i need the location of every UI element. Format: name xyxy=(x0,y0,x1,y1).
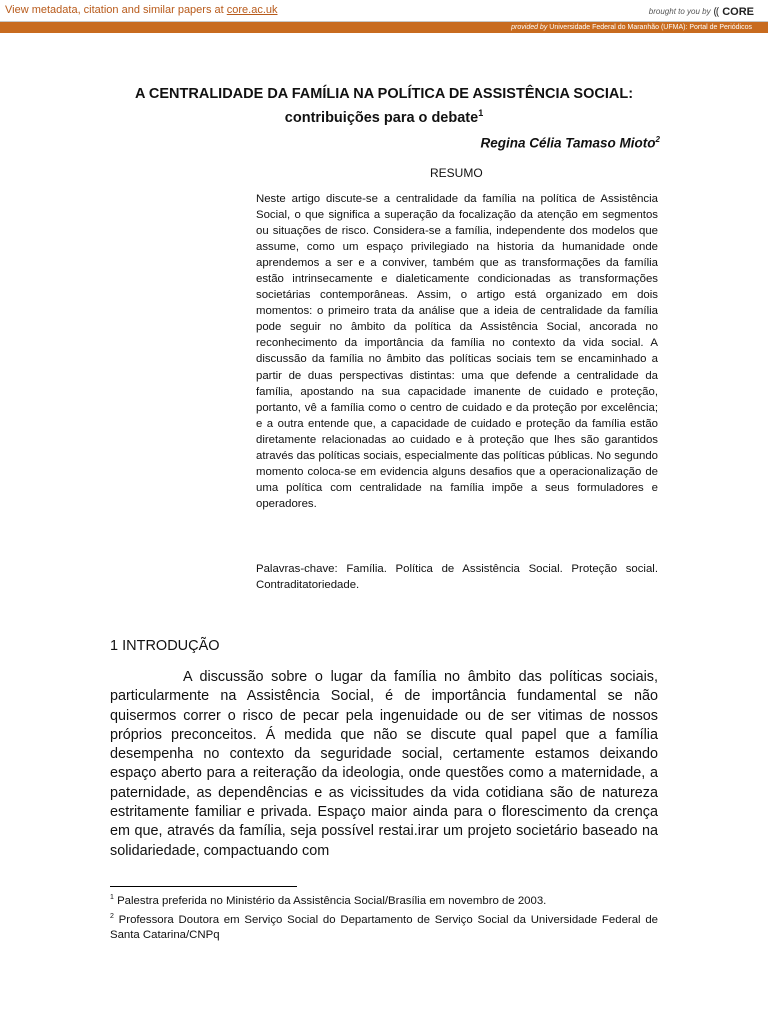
footnotes xyxy=(110,890,658,943)
author-name-text: Regina Célia Tamaso Mioto xyxy=(480,135,656,151)
footnote-1 xyxy=(110,890,658,909)
author-name xyxy=(481,135,661,151)
core-link[interactable]: core.ac.uk xyxy=(226,4,278,16)
provider-source[interactable]: Universidade Federal do Maranhão (UFMA): Portal de Periódicos xyxy=(549,24,752,31)
provided-by-label: provided by xyxy=(511,24,548,31)
abstract-text: Neste artigo discute-se a centralidade da família na política de Assistência Social, o que significa a superação da focalização da atenção em segmentos ou situações de risco. Considera-se a família, independente dos modelos que assume, como um espaço privilegiado na historia da humanidade onde aprendemos a ser e a conviver, também que as transformações da família estão intrinsecamente e dialeticamente condicionadas as transformações societárias contemporâneas. Assim, o artigo está organizado em dois momentos: o primeiro trata da análise que a ideia de centralidade da família pode seguir no âmbito da política da Assistência Social, ancorada no reconhecimento da importância da família no contexto da vida social. A discussão da família no âmbito das políticas sociais tem se encaminhado a partir de duas perspectivas distintas: uma que defende a centralidade da família, apostando na sua capacidade imanente de cuidado e proteção, portanto, vê a família como o centro de cuidado e da proteção por excelência; e a outra entende que, a capacidade de cuidado e proteção da família estão diretamente relacionadas ao cuidado e à proteção que lhes são garantidos através das políticas sociais, especialmente das políticas públicas. No segundo momento coloca-se em evidencia alguns desafios que a operacionalização de uma política com centralidade na família impõe a seus formuladores e operadores. xyxy=(256,193,658,510)
metadata-notice-text: View metadata, citation and similar papers at xyxy=(5,4,224,16)
section-body xyxy=(110,668,658,861)
footnote-1-marker: 1 xyxy=(110,894,114,901)
core-logo-text: CORE xyxy=(722,5,754,18)
title-subtitle: contribuições para o debate xyxy=(284,109,479,126)
title-line-1: A CENTRALIDADE DA FAMÍLIA NA POLÍTICA DE ASSISTÊNCIA SOCIAL: xyxy=(134,86,634,102)
section-heading: 1 INTRODUÇÃO xyxy=(110,638,220,654)
core-branding[interactable] xyxy=(649,4,754,19)
footnote-1-text: Palestra preferida no Ministério da Assistência Social/Brasília em novembro de 2003. xyxy=(117,894,547,907)
core-logo-icon: ⸨ xyxy=(713,6,720,18)
body-paragraph: A discussão sobre o lugar da família no âmbito das políticas sociais, particularmente na Assistência Social, é de importância fundamental se não quisermos correr o risco de pecar pela ingenuidade ou de ser vitimas de nossos próprios preconceitos. Á medida que não se discute qual papel que a família desempenha no contexto da seguridade social, certamente estamos deixando espaço aberto para a reiteração da ideologia, onde questões como a maternidade, a paternidade, as dependências e as vicissitudes da vida cotidiana são de natureza estritamente familiar e privada. Espaço maior ainda para o florescimento da crença em que, através da família, seja possível restai.irar um projeto societário baseado na solidariedade, compactuando com xyxy=(110,669,658,859)
metadata-notice xyxy=(5,4,278,16)
footnote-2-text: Professora Doutora em Serviço Social do Departamento de Serviço Social da Universidade Federal de Santa Catarina/CNPq xyxy=(110,913,658,941)
provider-bar xyxy=(0,22,768,33)
title-footnote-ref[interactable]: 1 xyxy=(478,108,484,118)
keywords: Palavras-chave: Família. Política de Assistência Social. Proteção social. Contraditatoriedade. xyxy=(256,563,658,591)
author-footnote-ref[interactable]: 2 xyxy=(655,135,660,144)
brought-by-text: brought to you by xyxy=(648,7,711,16)
abstract-heading: RESUMO xyxy=(430,166,483,180)
document-title xyxy=(100,85,668,128)
footnote-divider xyxy=(110,886,297,887)
footnote-2-marker: 2 xyxy=(110,912,114,920)
title-line-2 xyxy=(100,104,668,128)
core-banner xyxy=(0,0,768,22)
footnote-2 xyxy=(110,909,658,943)
